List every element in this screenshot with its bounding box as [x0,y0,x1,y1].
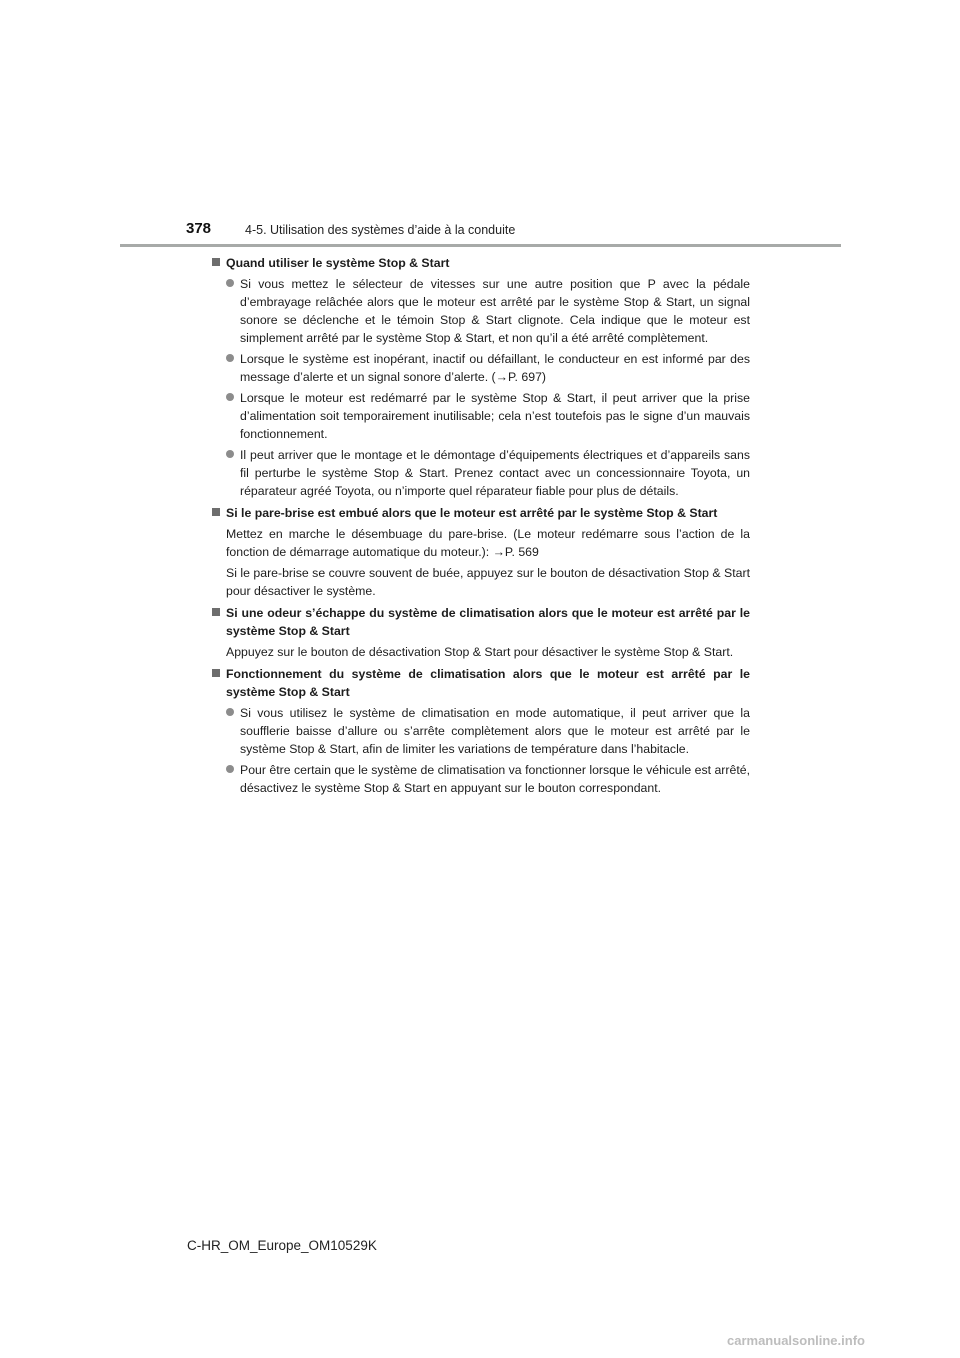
heading-text: Fonctionnement du système de climatisation alors que le moteur est arrêté par le système Stop & Start [226,667,750,699]
list-item-text: Pour être certain que le système de climatisation va fonctionner lorsque le véhicule est arrêté, désactivez le système Stop & Start en appuyant sur le bouton correspondant. [240,763,750,795]
paragraph: Si le pare-brise se couvre souvent de buée, appuyez sur le bouton de désactivation Stop & Start pour désactiver le système. [226,566,750,598]
section-when-to-use [212,254,750,500]
list-item [212,275,750,347]
circle-bullet-icon [226,765,234,773]
square-bullet-icon [212,608,220,616]
document-code: C-HR_OM_Europe_OM10529K [187,1238,377,1253]
list-item-text: Lorsque le moteur est redémarré par le système Stop & Start, il peut arriver que la prise d’alimentation soit temporairement inutilisable; cela n’est toutefois pas le signe d’un mauvais fonctionnement. [240,391,750,441]
square-bullet-icon [212,258,220,266]
list-item [212,446,750,500]
circle-bullet-icon [226,354,234,362]
list-item [212,704,750,758]
circle-bullet-icon [226,708,234,716]
page-number: 378 [186,220,212,237]
list-item-text: Il peut arriver que le montage et le démontage d’équipements électriques et d’appareils sans fil perturbe le système Stop & Start. Prenez contact avec un concessionnaire Toyota, un réparateur agréé Toyota, ou n’importe quel réparateur fiable pour plus de détails. [240,448,750,498]
section-ac-operation [212,665,750,797]
list-item-text: Lorsque le système est inopérant, inactif ou défaillant, le conducteur en est informé par des message d’alerte et un signal sonore d’alerte. (→P. 697) [240,352,750,384]
section-heading [212,504,750,522]
list-item [212,350,750,386]
section-heading [212,604,750,640]
list-item-text: Si vous mettez le sélecteur de vitesses sur une autre position que P avec la pédale d’embrayage relâchée alors que le moteur est arrêté par le système Stop & Start, un signal sonore se déclenche et le témoin Stop & Start clignote. Cela indique que le moteur est simplement arrêté par le système Stop & Start, et non qu’il a été arrêté complètement. [240,277,750,345]
header-divider [120,244,841,247]
circle-bullet-icon [226,279,234,287]
list-item [212,761,750,797]
section-heading [212,665,750,701]
list-item [212,389,750,443]
square-bullet-icon [212,669,220,677]
page-content [212,254,750,801]
heading-text: Quand utiliser le système Stop & Start [226,256,450,270]
circle-bullet-icon [226,393,234,401]
section-windshield-fog [212,504,750,600]
section-ac-odor [212,604,750,661]
square-bullet-icon [212,508,220,516]
watermark: carmanualsonline.info [727,1333,865,1348]
circle-bullet-icon [226,450,234,458]
list-item-text: Si vous utilisez le système de climatisation en mode automatique, il peut arriver que la soufflerie baisse d’allure ou s’arrête complètement alors que le moteur est arrêté par le système Stop & Start, afin de limiter les variations de température dans l’habitacle. [240,706,750,756]
heading-text: Si une odeur s’échappe du système de climatisation alors que le moteur est arrêté par le système Stop & Start [226,606,750,638]
section-heading [212,254,750,272]
heading-text: Si le pare-brise est embué alors que le moteur est arrêté par le système Stop & Start [226,506,718,520]
section-title: 4-5. Utilisation des systèmes d’aide à la conduite [245,223,516,237]
paragraph: Appuyez sur le bouton de désactivation Stop & Start pour désactiver le système Stop & Start. [226,645,734,659]
paragraph: Mettez en marche le désembuage du pare-brise. (Le moteur redémarre sous l’action de la fonction de démarrage automatique du moteur.): →P. 569 [226,527,750,559]
